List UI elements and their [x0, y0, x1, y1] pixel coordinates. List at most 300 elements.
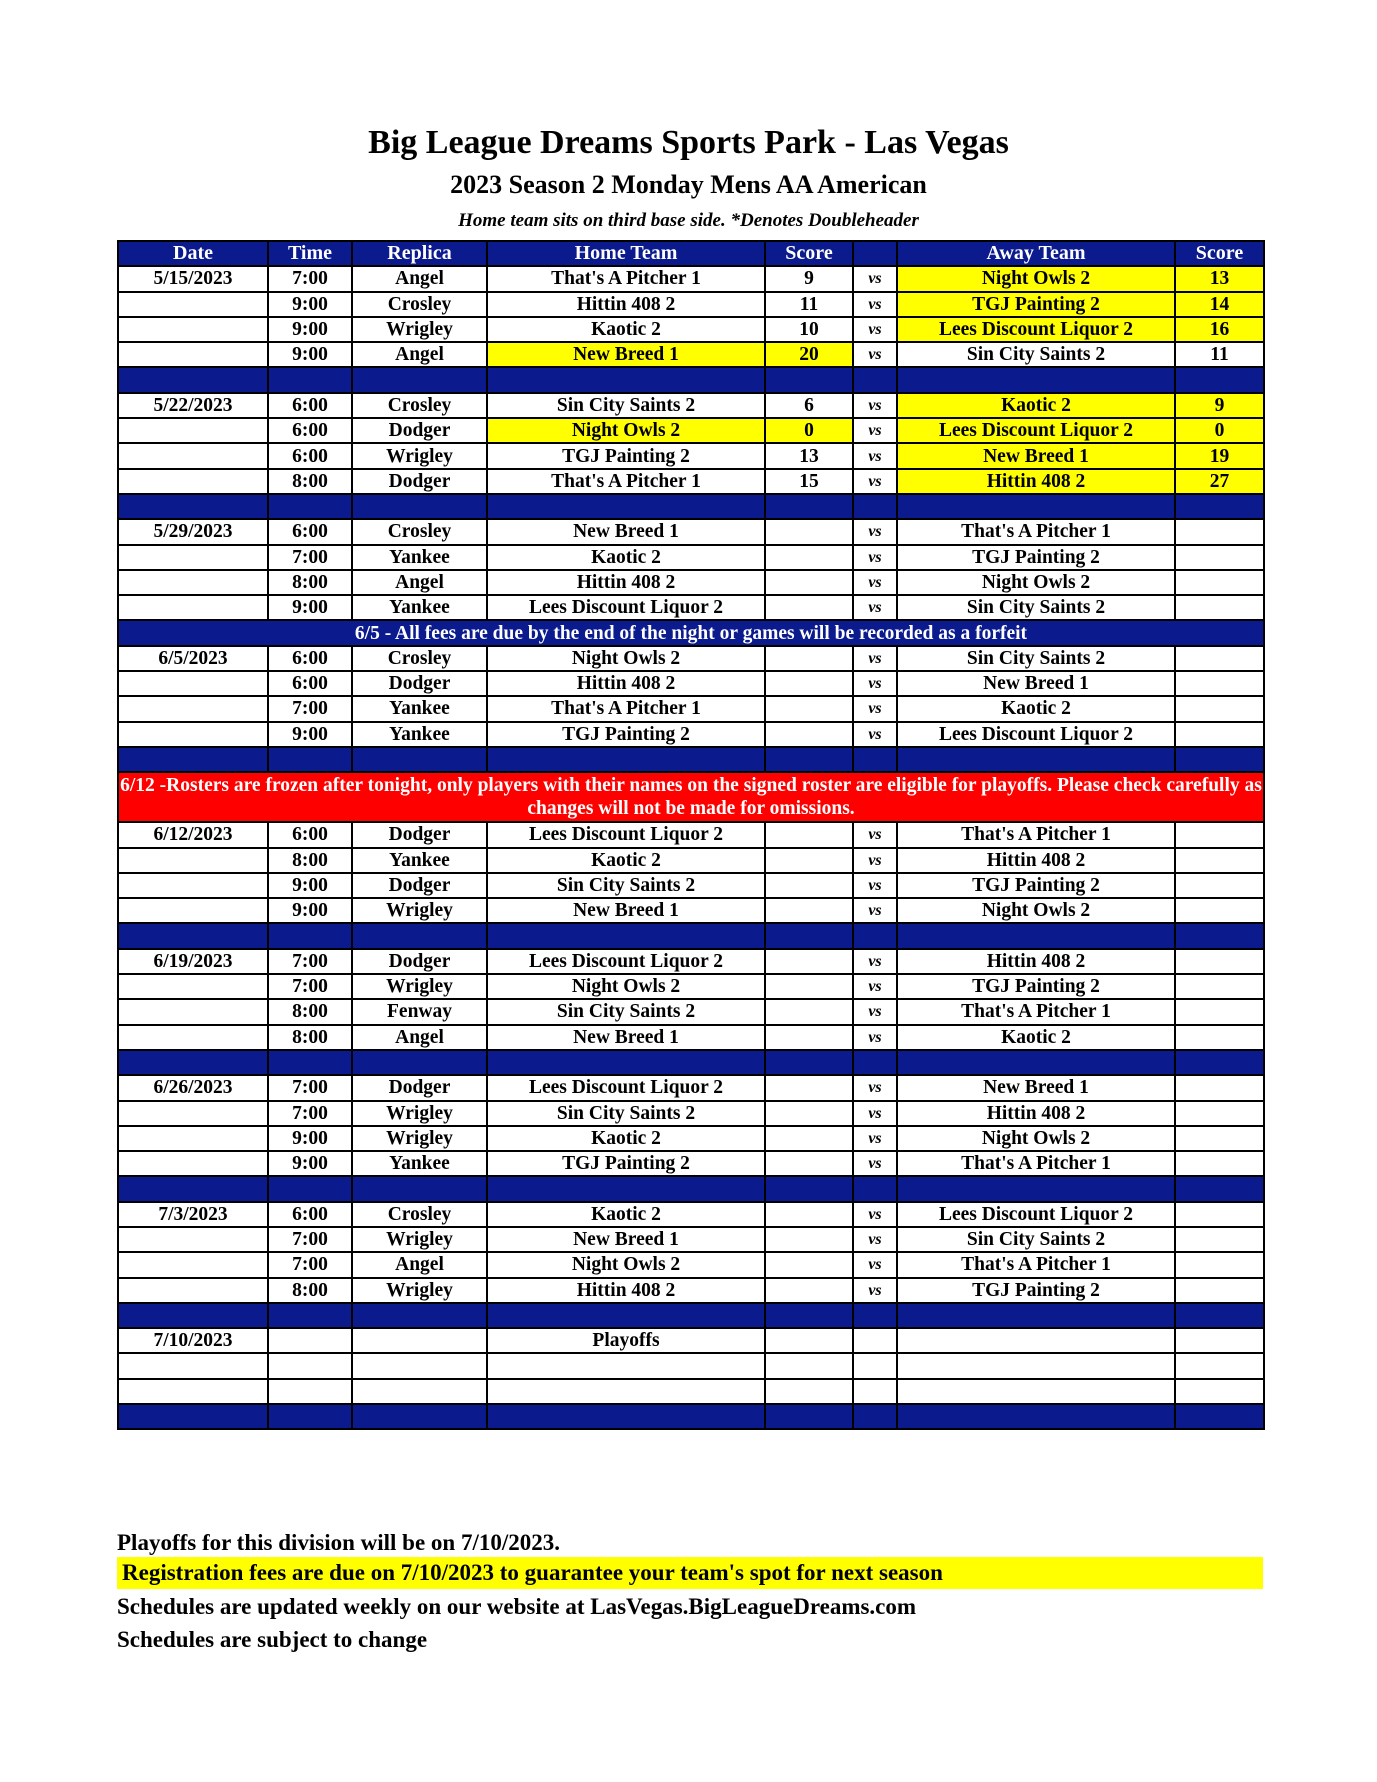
- game-date: [118, 1101, 268, 1126]
- vs-label: vs: [853, 822, 897, 847]
- separator-cell: [352, 1303, 487, 1328]
- game-time: 6:00: [268, 519, 352, 544]
- away-score: [1175, 1025, 1264, 1050]
- empty-cell: [1175, 1328, 1264, 1353]
- game-time: [268, 1328, 352, 1353]
- empty-cell: [853, 1379, 897, 1404]
- game-time: 9:00: [268, 317, 352, 342]
- game-replica-field: Crosley: [352, 646, 487, 671]
- home-score: [765, 519, 853, 544]
- vs-label: vs: [853, 393, 897, 418]
- separator-cell: [1175, 923, 1264, 948]
- away-score: [1175, 822, 1264, 847]
- vs-label: vs: [853, 418, 897, 443]
- game-time: 6:00: [268, 393, 352, 418]
- game-time: 6:00: [268, 822, 352, 847]
- separator-cell: [118, 1176, 268, 1201]
- game-row: [118, 443, 1264, 468]
- away-team: Hittin 408 2: [897, 469, 1175, 494]
- header-away-team: Away Team: [897, 241, 1175, 266]
- home-score: 10: [765, 317, 853, 342]
- game-replica-field: Dodger: [352, 822, 487, 847]
- home-team: Hittin 408 2: [487, 570, 765, 595]
- away-team: Sin City Saints 2: [897, 342, 1175, 367]
- home-team: Sin City Saints 2: [487, 393, 765, 418]
- home-score: 20: [765, 342, 853, 367]
- home-score: 11: [765, 292, 853, 317]
- home-team: Kaotic 2: [487, 1202, 765, 1227]
- game-replica-field: Wrigley: [352, 898, 487, 923]
- home-team: Night Owls 2: [487, 418, 765, 443]
- game-row: [118, 266, 1264, 291]
- game-time: 6:00: [268, 418, 352, 443]
- game-row: [118, 1151, 1264, 1176]
- separator-cell: [897, 494, 1175, 519]
- away-score: 11: [1175, 342, 1264, 367]
- table-header-row: [118, 241, 1264, 266]
- home-score: [765, 570, 853, 595]
- away-team: Sin City Saints 2: [897, 646, 1175, 671]
- empty-cell: [118, 1379, 268, 1404]
- game-time: 7:00: [268, 949, 352, 974]
- playoffs-label: Playoffs: [487, 1328, 765, 1353]
- home-team: Hittin 408 2: [487, 1278, 765, 1303]
- game-date: [118, 974, 268, 999]
- game-row: [118, 317, 1264, 342]
- game-replica-field: Yankee: [352, 595, 487, 620]
- header-home-score: Score: [765, 241, 853, 266]
- game-time: 6:00: [268, 1202, 352, 1227]
- separator-cell: [487, 494, 765, 519]
- game-replica-field: Wrigley: [352, 317, 487, 342]
- home-team: Night Owls 2: [487, 974, 765, 999]
- home-score: 6: [765, 393, 853, 418]
- game-row: [118, 1126, 1264, 1151]
- header-away-score: Score: [1175, 241, 1264, 266]
- game-time: 9:00: [268, 873, 352, 898]
- game-replica-field: Dodger: [352, 671, 487, 696]
- game-row: [118, 1252, 1264, 1277]
- game-date: 6/12/2023: [118, 822, 268, 847]
- home-score: [765, 722, 853, 747]
- game-time: 6:00: [268, 671, 352, 696]
- empty-cell: [1175, 1379, 1264, 1404]
- vs-label: vs: [853, 570, 897, 595]
- home-score: [765, 671, 853, 696]
- home-score: [765, 822, 853, 847]
- separator-cell: [352, 1050, 487, 1075]
- empty-cell: [765, 1379, 853, 1404]
- away-score: [1175, 848, 1264, 873]
- away-score: 0: [1175, 418, 1264, 443]
- empty-cell: [268, 1379, 352, 1404]
- separator-cell: [765, 923, 853, 948]
- vs-label: vs: [853, 722, 897, 747]
- footer-registration-note: Registration fees are due on 7/10/2023 to guarantee your team's spot for next season: [117, 1557, 1263, 1589]
- game-replica-field: Wrigley: [352, 1126, 487, 1151]
- away-team: Night Owls 2: [897, 1126, 1175, 1151]
- away-team: TGJ Painting 2: [897, 292, 1175, 317]
- home-team: That's A Pitcher 1: [487, 469, 765, 494]
- home-score: [765, 974, 853, 999]
- away-score: [1175, 1075, 1264, 1100]
- game-date: [118, 570, 268, 595]
- separator-cell: [268, 494, 352, 519]
- game-time: 9:00: [268, 1126, 352, 1151]
- game-replica-field: Yankee: [352, 722, 487, 747]
- separator-cell: [487, 1303, 765, 1328]
- game-date: 6/26/2023: [118, 1075, 268, 1100]
- separator-cell: [897, 1050, 1175, 1075]
- game-time: 8:00: [268, 469, 352, 494]
- vs-label: vs: [853, 469, 897, 494]
- game-date: 6/19/2023: [118, 949, 268, 974]
- game-date: [118, 999, 268, 1024]
- footer-playoffs-note: Playoffs for this division will be on 7/10/2023.: [117, 1530, 561, 1555]
- game-replica-field: Fenway: [352, 999, 487, 1024]
- home-score: 15: [765, 469, 853, 494]
- separator-cell: [853, 494, 897, 519]
- home-team: Sin City Saints 2: [487, 873, 765, 898]
- home-team: New Breed 1: [487, 1227, 765, 1252]
- home-team: TGJ Painting 2: [487, 722, 765, 747]
- separator-cell: [853, 367, 897, 392]
- game-replica-field: Crosley: [352, 393, 487, 418]
- game-time: 8:00: [268, 1025, 352, 1050]
- vs-label: vs: [853, 519, 897, 544]
- vs-label: vs: [853, 342, 897, 367]
- game-replica-field: Dodger: [352, 949, 487, 974]
- home-score: [765, 696, 853, 721]
- game-replica-field: Wrigley: [352, 1278, 487, 1303]
- game-replica-field: Wrigley: [352, 1227, 487, 1252]
- away-score: [1175, 949, 1264, 974]
- separator-cell: [268, 1050, 352, 1075]
- away-team: New Breed 1: [897, 1075, 1175, 1100]
- vs-label: vs: [853, 1075, 897, 1100]
- separator-cell: [352, 923, 487, 948]
- game-replica-field: Dodger: [352, 1075, 487, 1100]
- away-team: That's A Pitcher 1: [897, 1151, 1175, 1176]
- game-row: [118, 949, 1264, 974]
- game-time: 9:00: [268, 898, 352, 923]
- home-team: Kaotic 2: [487, 848, 765, 873]
- vs-label: vs: [853, 696, 897, 721]
- home-team: TGJ Painting 2: [487, 1151, 765, 1176]
- separator-row: [118, 1050, 1264, 1075]
- blank-row: [118, 1353, 1264, 1378]
- vs-label: vs: [853, 898, 897, 923]
- away-score: [1175, 1227, 1264, 1252]
- game-replica-field: Yankee: [352, 545, 487, 570]
- home-score: 9: [765, 266, 853, 291]
- separator-cell: [853, 1176, 897, 1201]
- home-score: [765, 1202, 853, 1227]
- away-score: [1175, 1278, 1264, 1303]
- empty-cell: [487, 1353, 765, 1378]
- game-replica-field: Angel: [352, 1025, 487, 1050]
- vs-label: vs: [853, 317, 897, 342]
- game-row: [118, 393, 1264, 418]
- home-score: [765, 848, 853, 873]
- game-time: 7:00: [268, 266, 352, 291]
- away-team: Night Owls 2: [897, 266, 1175, 291]
- game-date: [118, 469, 268, 494]
- away-team: That's A Pitcher 1: [897, 822, 1175, 847]
- away-team: Kaotic 2: [897, 696, 1175, 721]
- away-team: Night Owls 2: [897, 570, 1175, 595]
- game-date: [118, 898, 268, 923]
- home-team: Kaotic 2: [487, 1126, 765, 1151]
- game-date: 5/15/2023: [118, 266, 268, 291]
- game-time: 8:00: [268, 848, 352, 873]
- vs-label: vs: [853, 595, 897, 620]
- home-team: Night Owls 2: [487, 1252, 765, 1277]
- separator-cell: [1175, 1176, 1264, 1201]
- game-date: [118, 1025, 268, 1050]
- header-vs: [853, 241, 897, 266]
- fee-notice: 6/5 - All fees are due by the end of the night or games will be recorded as a forfeit: [118, 620, 1264, 645]
- header-time: Time: [268, 241, 352, 266]
- separator-cell: [897, 1176, 1175, 1201]
- separator-row: [118, 1176, 1264, 1201]
- game-replica-field: Wrigley: [352, 1101, 487, 1126]
- game-row: [118, 1278, 1264, 1303]
- separator-cell: [352, 1404, 487, 1429]
- game-date: [118, 873, 268, 898]
- home-team: New Breed 1: [487, 519, 765, 544]
- game-date: [118, 848, 268, 873]
- separator-cell: [487, 1176, 765, 1201]
- separator-cell: [853, 1303, 897, 1328]
- home-score: [765, 1252, 853, 1277]
- away-score: [1175, 898, 1264, 923]
- separator-cell: [268, 1404, 352, 1429]
- vs-label: vs: [853, 999, 897, 1024]
- game-date: [118, 1278, 268, 1303]
- away-score: 13: [1175, 266, 1264, 291]
- home-team: Lees Discount Liquor 2: [487, 949, 765, 974]
- footer-change-note: Schedules are subject to change: [117, 1627, 428, 1652]
- empty-cell: [853, 1328, 897, 1353]
- away-team: Sin City Saints 2: [897, 1227, 1175, 1252]
- game-time: 7:00: [268, 1101, 352, 1126]
- game-time: 7:00: [268, 1252, 352, 1277]
- home-score: 0: [765, 418, 853, 443]
- game-time: 7:00: [268, 1227, 352, 1252]
- home-team: Hittin 408 2: [487, 671, 765, 696]
- home-score: [765, 873, 853, 898]
- game-row: [118, 418, 1264, 443]
- home-score: [765, 999, 853, 1024]
- separator-cell: [1175, 1404, 1264, 1429]
- separator-cell: [897, 1404, 1175, 1429]
- page-title: Big League Dreams Sports Park - Las Vegas: [368, 124, 1009, 161]
- game-row: [118, 671, 1264, 696]
- home-score: [765, 595, 853, 620]
- fee-notice-row: [118, 620, 1264, 645]
- empty-cell: [118, 1353, 268, 1378]
- separator-row: [118, 494, 1264, 519]
- away-team: Kaotic 2: [897, 1025, 1175, 1050]
- game-date: 7/10/2023: [118, 1328, 268, 1353]
- vs-label: vs: [853, 949, 897, 974]
- game-replica-field: Angel: [352, 266, 487, 291]
- game-time: 6:00: [268, 443, 352, 468]
- separator-cell: [268, 1303, 352, 1328]
- separator-row: [118, 923, 1264, 948]
- away-score: [1175, 1151, 1264, 1176]
- home-team: Night Owls 2: [487, 646, 765, 671]
- game-replica-field: Crosley: [352, 519, 487, 544]
- game-row: [118, 1101, 1264, 1126]
- game-date: [118, 418, 268, 443]
- empty-cell: [352, 1379, 487, 1404]
- game-time: 9:00: [268, 342, 352, 367]
- separator-cell: [118, 1050, 268, 1075]
- vs-label: vs: [853, 1126, 897, 1151]
- game-row: [118, 342, 1264, 367]
- away-team: Sin City Saints 2: [897, 595, 1175, 620]
- game-replica-field: [352, 1328, 487, 1353]
- roster-notice: 6/12 -Rosters are frozen after tonight, only players with their names on the signed roster are eligible for playoffs. Please check carefully as changes will not be made for omissions.: [118, 772, 1264, 822]
- separator-cell: [118, 1303, 268, 1328]
- game-time: 9:00: [268, 1151, 352, 1176]
- away-score: [1175, 974, 1264, 999]
- separator-cell: [268, 367, 352, 392]
- game-date: [118, 671, 268, 696]
- separator-row: [118, 1303, 1264, 1328]
- game-time: 7:00: [268, 545, 352, 570]
- away-team: That's A Pitcher 1: [897, 999, 1175, 1024]
- game-time: 9:00: [268, 595, 352, 620]
- away-team: Lees Discount Liquor 2: [897, 1202, 1175, 1227]
- home-team: That's A Pitcher 1: [487, 266, 765, 291]
- home-score: [765, 1075, 853, 1100]
- game-date: [118, 722, 268, 747]
- separator-cell: [118, 747, 268, 772]
- game-date: [118, 545, 268, 570]
- separator-cell: [352, 1176, 487, 1201]
- separator-cell: [897, 923, 1175, 948]
- game-date: [118, 1252, 268, 1277]
- home-team: Lees Discount Liquor 2: [487, 822, 765, 847]
- empty-cell: [897, 1328, 1175, 1353]
- separator-cell: [487, 923, 765, 948]
- away-team: Hittin 408 2: [897, 848, 1175, 873]
- home-team: Sin City Saints 2: [487, 1101, 765, 1126]
- game-row: [118, 696, 1264, 721]
- separator-cell: [1175, 367, 1264, 392]
- game-date: [118, 696, 268, 721]
- vs-label: vs: [853, 671, 897, 696]
- game-row: [118, 519, 1264, 544]
- vs-label: vs: [853, 646, 897, 671]
- vs-label: vs: [853, 848, 897, 873]
- separator-cell: [853, 747, 897, 772]
- empty-cell: [487, 1379, 765, 1404]
- game-date: [118, 1227, 268, 1252]
- game-replica-field: Angel: [352, 342, 487, 367]
- separator-cell: [487, 1404, 765, 1429]
- game-date: 7/3/2023: [118, 1202, 268, 1227]
- game-row: [118, 873, 1264, 898]
- vs-label: vs: [853, 1202, 897, 1227]
- header-replica: Replica: [352, 241, 487, 266]
- vs-label: vs: [853, 1151, 897, 1176]
- game-row: [118, 646, 1264, 671]
- separator-cell: [765, 1303, 853, 1328]
- game-replica-field: Crosley: [352, 292, 487, 317]
- away-team: Night Owls 2: [897, 898, 1175, 923]
- game-row: [118, 1202, 1264, 1227]
- empty-cell: [1175, 1353, 1264, 1378]
- game-row: [118, 898, 1264, 923]
- game-replica-field: Crosley: [352, 1202, 487, 1227]
- away-score: [1175, 873, 1264, 898]
- game-row: [118, 722, 1264, 747]
- vs-label: vs: [853, 1101, 897, 1126]
- game-date: [118, 292, 268, 317]
- game-replica-field: Dodger: [352, 418, 487, 443]
- separator-cell: [118, 1404, 268, 1429]
- separator-cell: [765, 367, 853, 392]
- away-score: [1175, 999, 1264, 1024]
- separator-cell: [487, 367, 765, 392]
- away-team: New Breed 1: [897, 671, 1175, 696]
- away-score: 16: [1175, 317, 1264, 342]
- away-team: Lees Discount Liquor 2: [897, 418, 1175, 443]
- game-date: [118, 1126, 268, 1151]
- game-replica-field: Wrigley: [352, 974, 487, 999]
- game-row: [118, 1227, 1264, 1252]
- vs-label: vs: [853, 1227, 897, 1252]
- game-replica-field: Angel: [352, 1252, 487, 1277]
- game-date: [118, 342, 268, 367]
- game-date: [118, 317, 268, 342]
- game-row: [118, 469, 1264, 494]
- game-row: [118, 1025, 1264, 1050]
- home-team: New Breed 1: [487, 1025, 765, 1050]
- home-score: 13: [765, 443, 853, 468]
- separator-cell: [352, 747, 487, 772]
- home-team: Kaotic 2: [487, 317, 765, 342]
- away-score: [1175, 722, 1264, 747]
- home-score: [765, 1278, 853, 1303]
- separator-cell: [268, 1176, 352, 1201]
- game-time: 6:00: [268, 646, 352, 671]
- game-row: [118, 292, 1264, 317]
- game-row: [118, 848, 1264, 873]
- separator-cell: [765, 1176, 853, 1201]
- game-time: 8:00: [268, 999, 352, 1024]
- game-date: 5/22/2023: [118, 393, 268, 418]
- empty-cell: [765, 1328, 853, 1353]
- game-time: 7:00: [268, 974, 352, 999]
- away-team: Kaotic 2: [897, 393, 1175, 418]
- home-score: [765, 1227, 853, 1252]
- separator-cell: [268, 923, 352, 948]
- schedule-note: Home team sits on third base side. *Denotes Doubleheader: [458, 210, 919, 231]
- home-team: Kaotic 2: [487, 545, 765, 570]
- separator-cell: [897, 367, 1175, 392]
- empty-cell: [897, 1379, 1175, 1404]
- vs-label: vs: [853, 974, 897, 999]
- game-row: [118, 595, 1264, 620]
- schedule-body: [118, 266, 1264, 1429]
- home-score: [765, 1025, 853, 1050]
- game-row: [118, 1075, 1264, 1100]
